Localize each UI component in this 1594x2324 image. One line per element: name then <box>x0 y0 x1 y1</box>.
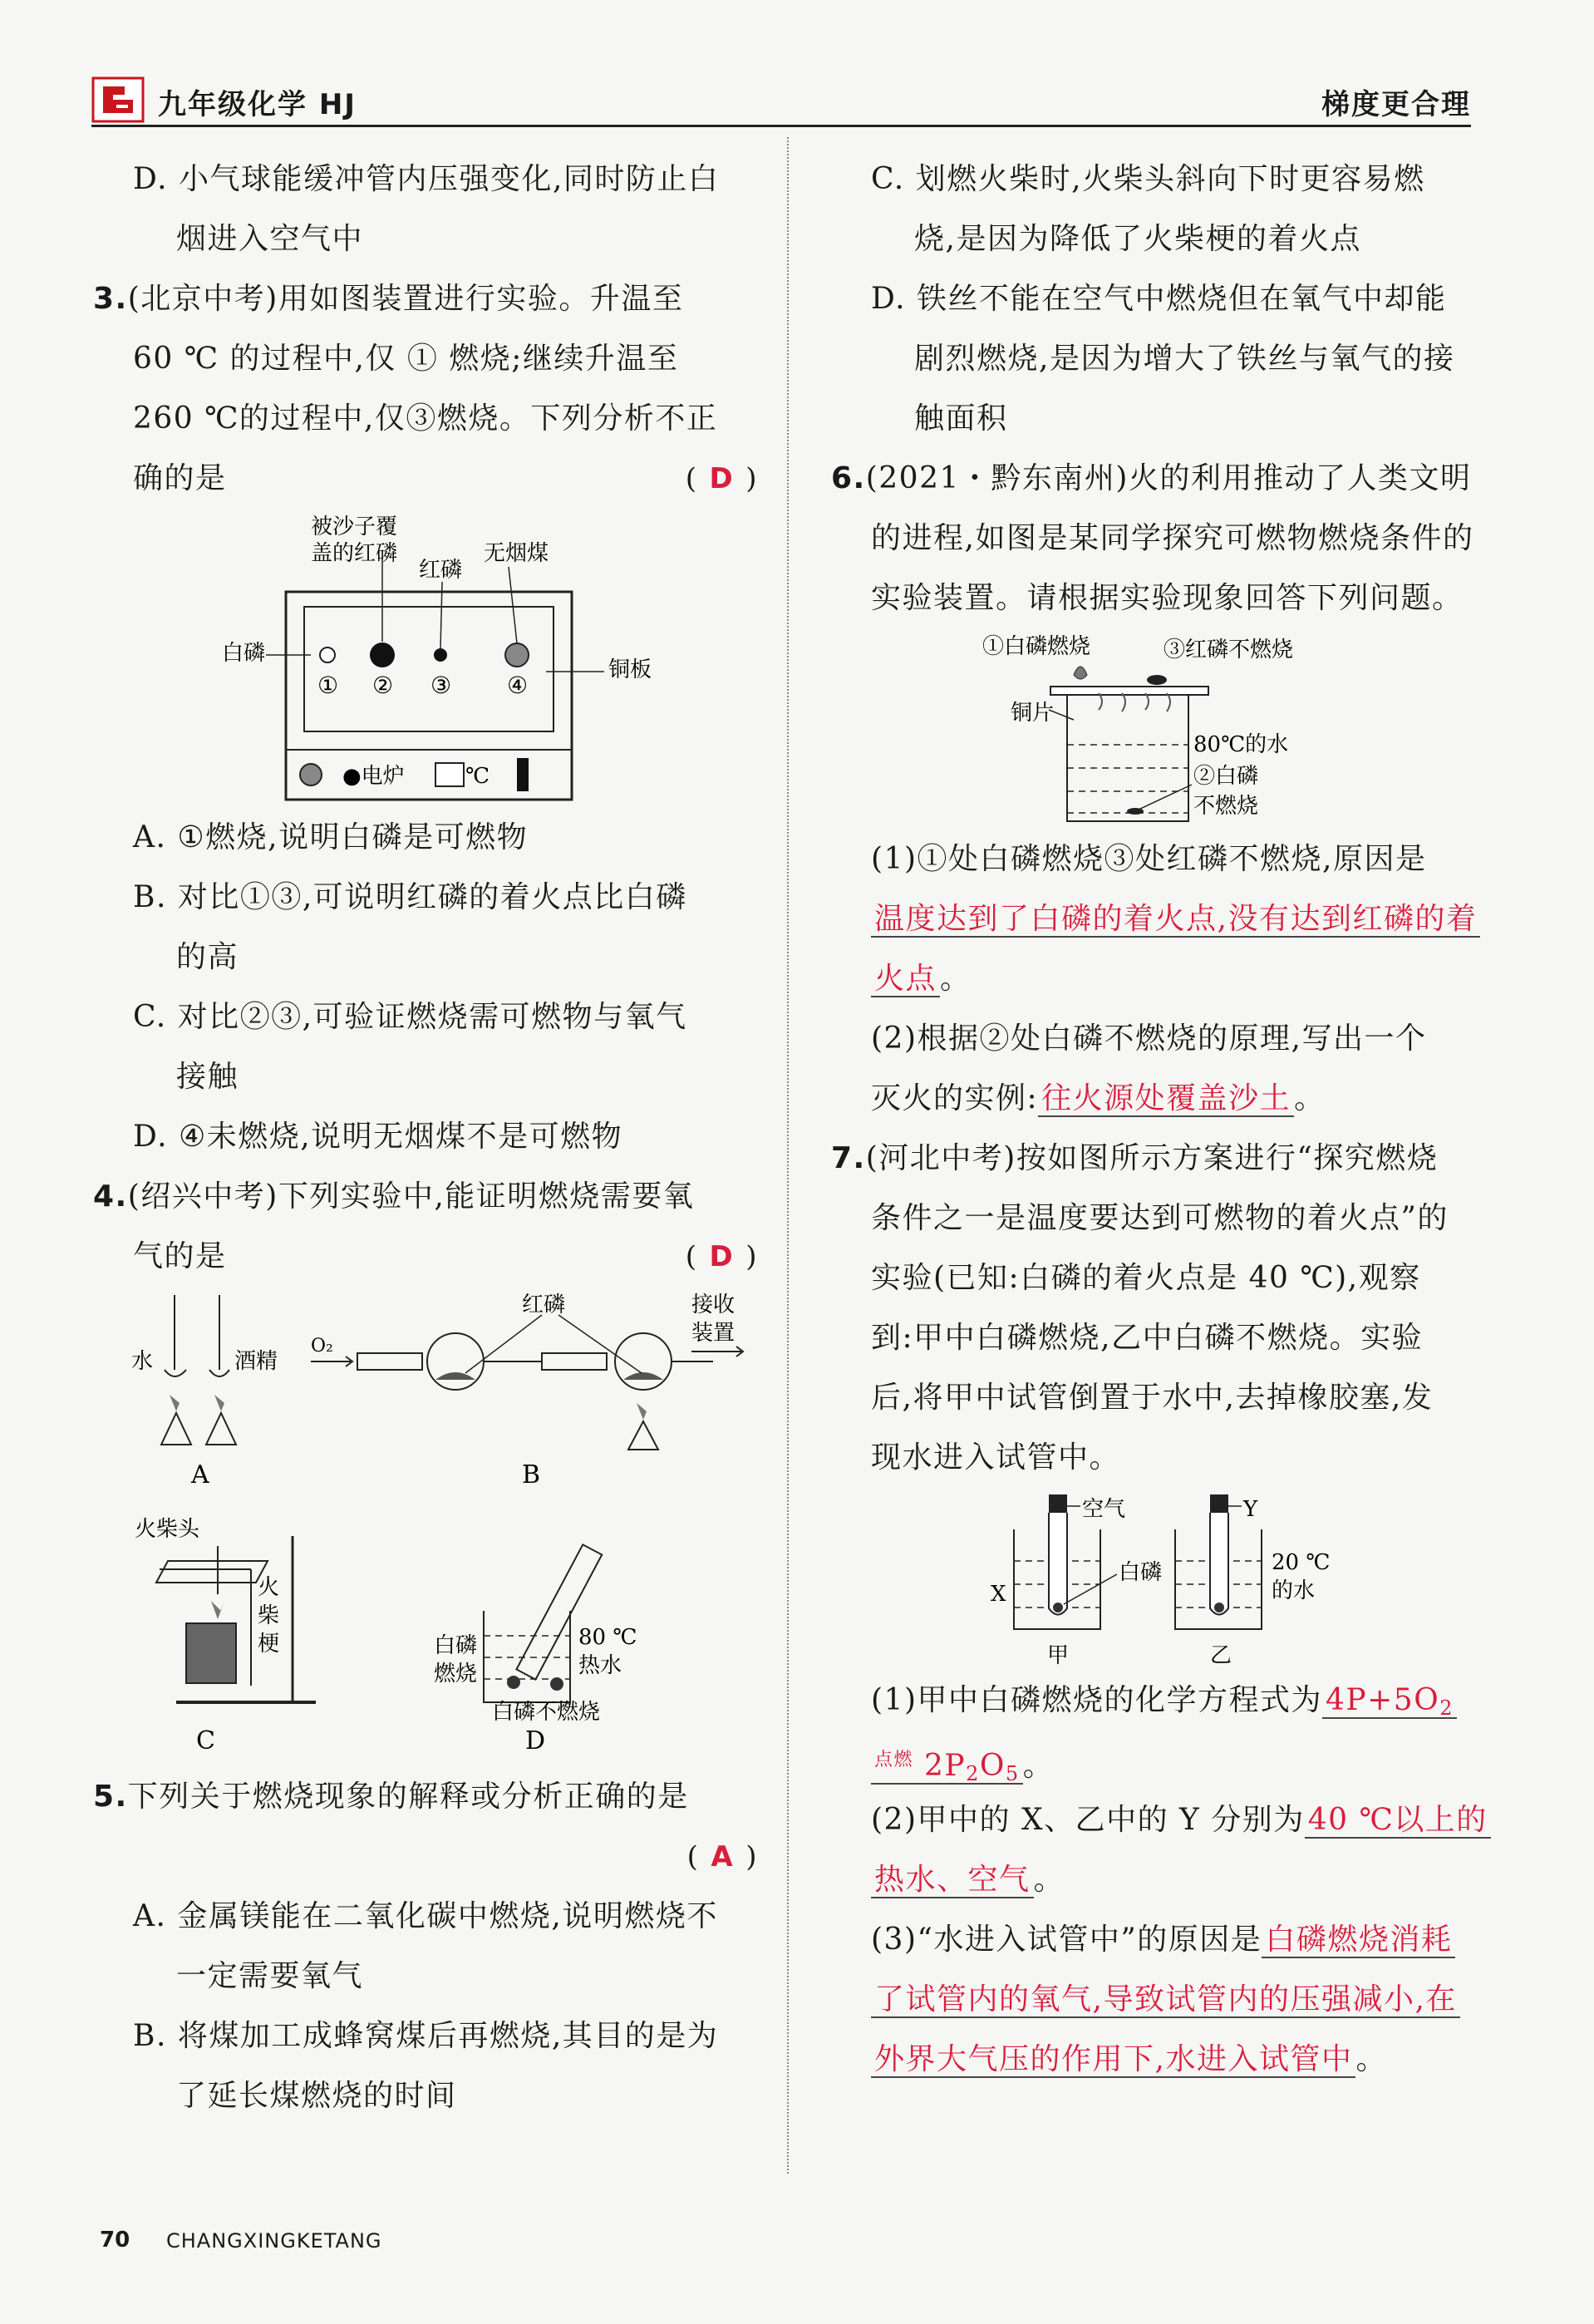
q6-p2-line2 <box>831 1069 1488 1129</box>
q3-option-d: D. ④未燃烧,说明无烟煤不是可燃物 <box>133 1120 623 1154</box>
q4b-recv2: 装置 <box>691 1321 736 1346</box>
q3-label-sand1: 被沙子覆 <box>311 515 398 539</box>
q5-stem <box>93 1767 758 1827</box>
q7-a3-line3 <box>831 2030 1488 2090</box>
q7-a2-line2 <box>831 1850 1488 1910</box>
q6-label-b: ③红磷不燃烧 <box>1164 638 1294 662</box>
q7-stem-line2: 条件之一是温度要达到可燃物的着火点”的 <box>871 1201 1449 1235</box>
q3-figure <box>93 509 758 808</box>
q3-text-1: (北京中考)用如图装置进行实验。升温至 <box>127 282 684 316</box>
q6-period2: 。 <box>1294 1081 1326 1115</box>
q3-temp-display <box>435 763 464 786</box>
q4-diagram <box>93 1287 758 1767</box>
q7-period3: 。 <box>1355 2042 1387 2076</box>
publisher-logo-icon <box>91 76 145 123</box>
q7-yi: 乙 <box>1210 1643 1232 1668</box>
q7-p1-text: (1)甲中白磷燃烧的化学方程式为 <box>871 1683 1322 1717</box>
q7-eq-condition: 点燃 <box>874 1750 914 1770</box>
q5-option-b-line1: B. 将煤加工成蜂窝煤后再燃烧,其目的是为 <box>133 2019 719 2053</box>
q7-water: 的水 <box>1272 1578 1316 1603</box>
q7-eq-line2 <box>831 1731 1488 1790</box>
q7-answer2-part1: 40 ℃以上的 <box>1305 1803 1491 1839</box>
q6-period1: 。 <box>940 962 972 996</box>
q6-copper-sheet <box>1050 687 1208 695</box>
q6-label-nob: 不燃烧 <box>1193 794 1259 819</box>
q6-answer1-part2: 火点 <box>871 962 940 997</box>
q7-p2-text: (2)甲中的 X、乙中的 Y 分别为 <box>871 1803 1305 1837</box>
column-divider <box>787 137 789 2174</box>
q5-option-a-line2: 一定需要氧气 <box>176 1959 364 1993</box>
q4c-match: 火柴头 <box>135 1517 200 1542</box>
q7-stem-line4: 到:甲中白磷燃烧,乙中白磷不燃烧。实验 <box>871 1321 1424 1355</box>
q4b-label: B <box>522 1460 541 1489</box>
q4-fig-c <box>135 1517 316 1755</box>
q4-text-1: (绍兴中考)下列实验中,能证明燃烧需要氧 <box>127 1179 695 1214</box>
q3-whitep-dot <box>320 647 335 662</box>
q3-option-b-line2: 的高 <box>176 940 239 974</box>
q4c-label: C <box>196 1726 215 1755</box>
q3-num2: ② <box>372 672 394 699</box>
q4d-wp2: 燃烧 <box>434 1662 478 1686</box>
q6-text-1: (2021・黔东南州)火的利用推动了人类文明 <box>865 461 1472 495</box>
q7-p3 <box>831 1910 1488 1970</box>
q6-answer2: 往火源处覆盖沙土 <box>1038 1081 1294 1117</box>
q7-stem-line6: 现水进入试管中。 <box>871 1440 1121 1475</box>
q7-stem-line1 <box>831 1129 1488 1189</box>
q4-stem-line1 <box>93 1167 758 1227</box>
q7-eq2: 2P <box>923 1749 967 1783</box>
q6-p2-line1: (2)根据②处白磷不燃烧的原理,写出一个 <box>871 1022 1427 1056</box>
q3-option-b-line1: B. 对比①③,可说明红磷的着火点比白磷 <box>133 880 687 914</box>
q4d-nob: 白磷不燃烧 <box>492 1700 601 1725</box>
q6-a1-line1 <box>831 889 1488 949</box>
q4b-redp: 红磷 <box>522 1292 566 1317</box>
q7-a3-line2 <box>831 1970 1488 2030</box>
q6-label-cu: 铜片 <box>1011 701 1055 726</box>
q3-coal-dot <box>505 643 529 667</box>
q6-label-a: ①白磷燃烧 <box>982 634 1091 659</box>
q6-p1: (1)①处白磷燃烧③处红磷不燃烧,原因是 <box>871 842 1427 876</box>
q5-option-d-line2: 剧烈燃烧,是因为增大了铁丝与氧气的接 <box>914 342 1455 376</box>
page-number: 70 <box>100 2228 130 2253</box>
q4b-recv1: 接收 <box>691 1292 736 1317</box>
q7-eq1-sub: 2 <box>1439 1696 1454 1720</box>
q5-option-b-line2: 了延长煤燃烧的时间 <box>176 2079 457 2113</box>
q5-text: 下列关于燃烧现象的解释或分析正确的是 <box>127 1780 689 1814</box>
q6-stem-line1 <box>831 449 1488 509</box>
q4b-o2: O₂ <box>311 1336 333 1356</box>
q2-option-d-line1: D. 小气球能缓冲管内压强变化,同时防止白 <box>133 162 720 196</box>
q3-stem-line1 <box>93 269 758 329</box>
q4-answer: ( D ) <box>685 1240 758 1273</box>
q3-option-a: A. ①燃烧,说明白磷是可燃物 <box>133 820 529 854</box>
q7-period2: 。 <box>1033 1863 1065 1897</box>
q6-label-water: 80℃的水 <box>1193 732 1289 757</box>
q7-eq2-sub1: 2 <box>966 1762 980 1785</box>
q2-option-d-line2: 烟进入空气中 <box>176 222 364 256</box>
q3-answer: ( D ) <box>685 462 758 495</box>
q7-p1 <box>831 1671 1488 1731</box>
q6-p2-text: 灭火的实例: <box>871 1081 1039 1115</box>
q6-number: 6. <box>831 461 866 495</box>
q4-fig-d <box>434 1544 637 1755</box>
header-divider <box>91 125 1471 127</box>
q3-num1: ① <box>317 672 339 699</box>
q7-eq-part2 <box>871 1749 1023 1785</box>
q6-a1-line2 <box>831 949 1488 1009</box>
q7-period1: 。 <box>1022 1749 1055 1783</box>
q4a-alcohol: 酒精 <box>234 1349 278 1374</box>
q4d-temp: 80 ℃ <box>578 1625 637 1650</box>
left-column <box>93 150 758 2126</box>
q3-stem-line2: 60 ℃ 的过程中,仅 ① 燃烧;继续升温至 <box>133 342 679 376</box>
q5-answer: ( A ) <box>686 1840 758 1873</box>
q4a-label: A <box>191 1460 209 1489</box>
header-title: 九年级化学 HJ <box>158 88 357 121</box>
q4d-label: D <box>525 1726 546 1755</box>
q3-text-4: 确的是 <box>133 461 227 495</box>
q7-wp: 白磷 <box>1119 1560 1163 1585</box>
q3-option-c-line1: C. 对比②③,可验证燃烧需可燃物与氧气 <box>133 1000 687 1034</box>
q7-diagram <box>831 1488 1488 1671</box>
q7-beaker-yi <box>1175 1494 1330 1668</box>
footer-brand: CHANGXINGKETANG <box>166 2229 382 2253</box>
q4-answer-letter: D <box>709 1240 735 1273</box>
q7-answer3-part2: 了试管内的氧气,导致试管内的压强减小,在 <box>871 1982 1460 2018</box>
q6-stem-line3: 实验装置。请根据实验现象回答下列问题。 <box>871 581 1464 615</box>
q3-label-sand2: 盖的红磷 <box>311 541 398 566</box>
q7-eq-part1 <box>1322 1683 1457 1719</box>
q5-option-c-line1: C. 划燃火柴时,火柴头斜向下时更容易燃 <box>871 162 1425 196</box>
q7-beaker-jia <box>991 1494 1162 1668</box>
q7-temp: 20 ℃ <box>1272 1550 1331 1575</box>
q3-num3: ③ <box>430 672 452 699</box>
page-header <box>91 76 1471 128</box>
q5-option-c-line2: 烧,是因为降低了火柴梗的着火点 <box>914 222 1361 256</box>
q3-redp-dot <box>434 648 447 662</box>
q5-answer-letter: A <box>711 1840 735 1873</box>
q4-figures <box>93 1287 758 1767</box>
q7-answer2-part2: 热水、空气 <box>871 1863 1034 1898</box>
q4d-hot: 热水 <box>578 1653 622 1678</box>
q7-jia: 甲 <box>1047 1643 1070 1668</box>
q6-diagram <box>831 628 1488 830</box>
q3-copper-plate <box>304 607 553 731</box>
q4-stem-line2 <box>93 1227 758 1287</box>
q7-answer3-part1: 白磷燃烧消耗 <box>1262 1923 1455 1958</box>
q3-label-redp: 红磷 <box>419 558 463 583</box>
q4-fig-b <box>311 1292 743 1489</box>
q7-y: Y <box>1243 1497 1258 1522</box>
q3-label-whitep: 白磷 <box>222 641 266 666</box>
q4-fig-a <box>131 1295 278 1489</box>
q6-stem-line2: 的进程,如图是某同学探究可燃物燃烧条件的 <box>871 521 1474 555</box>
q7-air: 空气 <box>1082 1497 1126 1522</box>
q4c-stick1: 火 <box>258 1575 280 1600</box>
q7-number: 7. <box>831 1141 866 1175</box>
q5-option-d-line3: 触面积 <box>914 401 1008 436</box>
q4a-water: 水 <box>131 1349 154 1374</box>
q7-eq1: 4P+5O <box>1326 1683 1440 1717</box>
q7-stem-line3: 实验(已知:白磷的着火点是 40 ℃),观察 <box>871 1261 1421 1295</box>
q6-answer1-part1: 温度达到了白磷的着火点,没有达到红磷的着 <box>871 902 1480 938</box>
q7-x: X <box>991 1582 1006 1607</box>
q5-option-a-line1: A. 金属镁能在二氧化碳中燃烧,说明燃烧不 <box>133 1899 718 1933</box>
q4-number: 4. <box>93 1179 128 1214</box>
q3-option-c-line2: 接触 <box>176 1060 239 1094</box>
q3-label-coal: 无烟煤 <box>484 541 549 566</box>
q3-stove-label: ●电炉 <box>342 764 405 789</box>
q7-answer3-part3: 外界大气压的作用下,水进入试管中 <box>871 2042 1355 2078</box>
q7-text-1: (河北中考)按如图所示方案进行“探究燃烧 <box>865 1141 1439 1175</box>
q4d-wp1: 白磷 <box>434 1633 478 1658</box>
q3-switch <box>517 758 529 791</box>
right-column <box>831 150 1488 2090</box>
q7-stem-line5: 后,将甲中试管倒置于水中,去掉橡胶塞,发 <box>871 1381 1434 1415</box>
q6-label-wp: ②白磷 <box>1193 764 1259 789</box>
q3-stem-line3: 260 ℃的过程中,仅③燃烧。下列分析不正 <box>133 401 718 436</box>
q3-label-copper: 铜板 <box>608 657 652 682</box>
q7-figure <box>831 1488 1488 1671</box>
q3-answer-letter: D <box>709 462 735 495</box>
q4-text-2: 气的是 <box>133 1239 227 1273</box>
q5-option-d-line1: D. 铁丝不能在空气中燃烧但在氧气中却能 <box>871 282 1447 316</box>
q6-figure <box>831 628 1488 830</box>
q4c-stick2: 柴 <box>258 1603 280 1628</box>
q3-sand-redp-dot <box>370 643 395 667</box>
q3-temp-unit: ℃ <box>465 764 490 789</box>
q3-stem-line4 <box>93 449 758 509</box>
q5-answer-line <box>93 1827 758 1887</box>
q7-p3-text: (3)“水进入试管中”的原因是 <box>871 1923 1262 1957</box>
q3-diagram <box>93 509 758 808</box>
header-slogan: 梯度更合理 <box>1321 88 1471 121</box>
q5-number: 5. <box>93 1780 128 1814</box>
q7-p2 <box>831 1790 1488 1850</box>
q7-eq2-sub2: 5 <box>1005 1762 1020 1785</box>
q3-num4: ④ <box>507 672 529 699</box>
q7-eq2-o: O <box>979 1749 1006 1783</box>
q4c-stick3: 梗 <box>258 1632 280 1657</box>
q3-knob-icon <box>300 764 322 785</box>
q3-number: 3. <box>93 282 128 316</box>
